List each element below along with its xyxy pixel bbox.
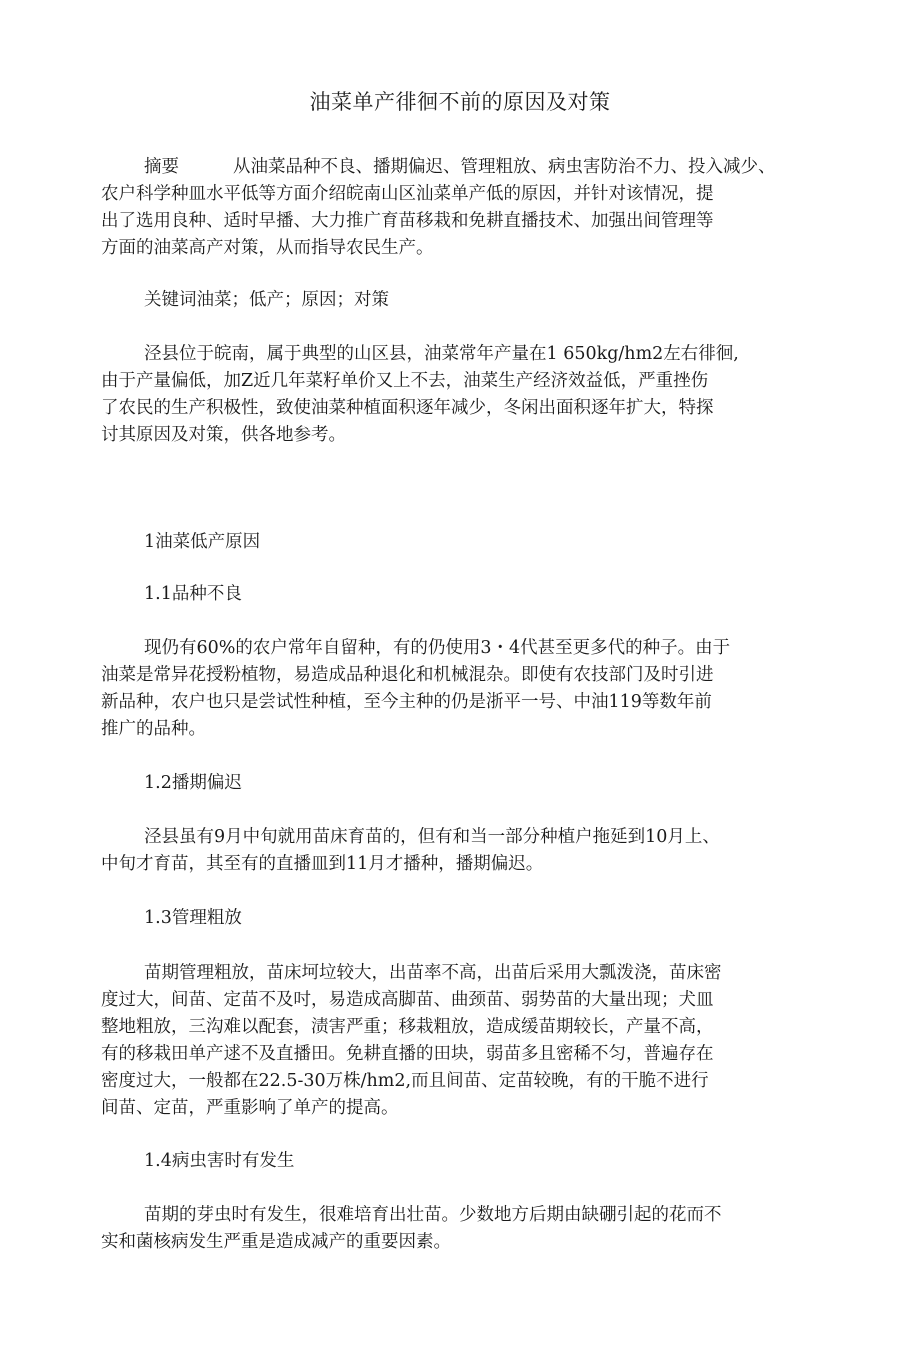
paragraph-line: 整地粗放，三沟难以配套，渍害严重；移栽粗放，造成缓苗期较长，产量不高， [101, 1017, 714, 1037]
paragraph-line: 苗期管理粗放，苗床坷垃较大，出苗率不高，出苗后采用大瓢泼浇，苗床密 [144, 963, 722, 983]
subsection-paragraph [101, 824, 720, 878]
paragraph-line: 苗期的芽虫时有发生，很难培育出壮苗。少数地方后期由缺硼引起的花而不 [144, 1205, 722, 1225]
abstract-line: 农户科学种皿水平低等方面介绍皖南山区汕菜单产低的原因，并针对该情况，提 [101, 184, 714, 204]
subsection-heading: 1.1品种不良 [144, 584, 242, 604]
paragraph-line: 度过大，间苗、定苗不及吋，易造成高脚苗、曲颈苗、弱势苗的大量出现；犬皿 [101, 990, 714, 1010]
subsection-paragraph [101, 1202, 722, 1256]
intro-line: 讨其原因及对策，供各地参考。 [101, 425, 346, 445]
abstract-text: 从油菜品种不良、播期偏迟、管理粗放、病虫害防治不力、投入减少、 [233, 157, 776, 177]
paragraph-line: 泾县虽有9月中旬就用苗床育苗的，但有和当一部分种植户拖延到10月上、 [144, 827, 720, 847]
document-title: 油菜单产徘徊不前的原因及对策 [309, 90, 611, 114]
subsection-heading: 1.4病虫害时有发生 [144, 1151, 295, 1171]
intro-line: 了农民的生产积极性，致使油菜种植面积逐年减少，冬闲出面积逐年扩大，特探 [101, 398, 714, 418]
keywords-line: 关键词油菜；低产；原因；对策 [144, 290, 389, 310]
abstract-label: 摘要 [144, 157, 179, 177]
paragraph-line: 有的移栽田单产逑不及直播田。免耕直播的田块，弱苗多且密稀不匀，普遍存在 [101, 1044, 714, 1064]
abstract-line: 方面的油菜高产对策，从而指导农民生产。 [101, 238, 434, 258]
subsection-heading: 1.2播期偏迟 [144, 773, 242, 793]
paragraph-line: 油菜是常异花授粉植物，易造成品种退化和机械混杂。即使有农技部门及时引进 [101, 665, 714, 685]
abstract-paragraph [101, 154, 776, 262]
intro-paragraph [101, 341, 739, 449]
subsection-heading: 1.3管理粗放 [144, 908, 242, 928]
paragraph-line: 推广的品种。 [101, 719, 206, 739]
section-heading: 1油菜低产原因 [144, 532, 261, 552]
subsection-paragraph [101, 960, 722, 1122]
paragraph-line: 现仍有60%的农户常年自留种，有的仍使用3・4代甚至更多代的种子。由于 [144, 638, 731, 658]
paragraph-line: 实和菌核病发生严重是造成减产的重要因素。 [101, 1232, 451, 1252]
subsection-paragraph [101, 635, 730, 743]
paragraph-line: 中旬才育苗，其至有的直播皿到11月才播种，播期偏迟。 [101, 854, 544, 874]
paragraph-line: 间苗、定苗，严重影响了单产的提高。 [101, 1098, 399, 1118]
abstract-line: 出了选用良种、适时早播、大力推广育苗移栽和免耕直播技术、加强出间管理等 [101, 211, 714, 231]
abstract-line [101, 154, 776, 181]
intro-line: 泾县位于皖南，属于典型的山区县，油菜常年产量在1 650kg/hm2左右徘徊, [144, 344, 739, 364]
intro-line: 由于产量偏低，加Z近几年菜籽单价又上不去，油菜生产经济效益低，严重挫伤 [101, 371, 709, 391]
paragraph-line: 新品种，农户也只是尝试性种植，至今主种的仍是浙平一号、中油119等数年前 [101, 692, 712, 712]
paragraph-line: 密度过大，一般都在22.5-30万株/hm2,而且间苗、定苗较晚，有的干脆不进行 [101, 1071, 709, 1091]
